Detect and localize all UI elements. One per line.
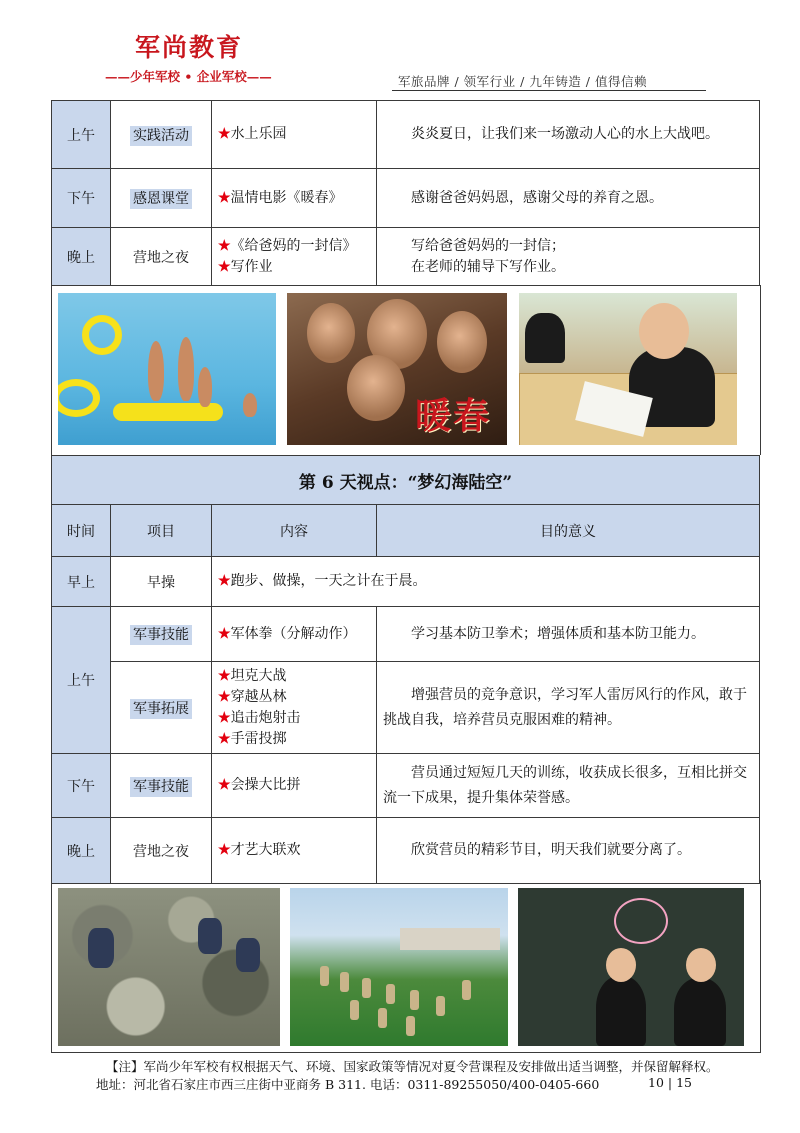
content-item: 会操大比拼 (230, 777, 301, 793)
camper-figure (462, 980, 471, 1000)
day6-schedule-table (51, 455, 760, 884)
water-park-photo (58, 293, 276, 445)
project-label: 军事拓展 (130, 699, 192, 719)
star-icon: ★ (218, 777, 231, 793)
building (400, 928, 500, 950)
project-cell: 营地之夜 (111, 818, 212, 884)
content-cell (212, 228, 377, 286)
student-figure (525, 313, 565, 363)
project-cell (111, 754, 212, 818)
camouflage-crawl-photo (58, 888, 280, 1046)
camper-figure (362, 978, 371, 998)
column-header: 项目 (111, 505, 212, 557)
camper-figure (340, 972, 349, 992)
project-cell: 营地之夜 (111, 228, 212, 286)
header-slogan: 军旅品牌 / 领军行业 / 九年铸造 / 值得信赖 (398, 74, 647, 89)
camper-figure (378, 1008, 387, 1028)
camper-figure (406, 1016, 415, 1036)
brand-subtitle: ——少年军校 • 企业军校—— (105, 69, 272, 84)
table-row (52, 169, 760, 228)
camper-figure (198, 918, 222, 954)
table-row (52, 754, 760, 818)
content-cell (212, 169, 377, 228)
girl-face (347, 355, 405, 421)
table-row (52, 101, 760, 169)
footer-note: 【注】军尚少年军校有权根据天气、环境、国家政策等情况对夏令营课程及安排做出适当调整，并保留解释权。 (106, 1059, 719, 1074)
project-label: 感恩课堂 (130, 189, 192, 209)
star-icon: ★ (218, 730, 231, 747)
content-cell (212, 557, 760, 607)
project-cell (111, 607, 212, 662)
content-cell (212, 818, 377, 884)
student-face (639, 303, 689, 359)
camper-figure (410, 990, 419, 1010)
project-cell (111, 662, 212, 754)
footer-address: 地址：河北省石家庄市西三庄街中亚商务 B 311. 电话：0311-89255050/400-0405-660 (96, 1077, 600, 1092)
swimmer-figure (178, 337, 194, 401)
singer-face (686, 948, 716, 982)
column-header: 时间 (52, 505, 111, 557)
day5-schedule-table (51, 100, 760, 286)
star-icon: ★ (218, 189, 231, 206)
actor-face (437, 311, 487, 373)
content-cell (212, 754, 377, 818)
content-item: 写作业 (230, 258, 273, 275)
purpose-cell (377, 228, 760, 286)
movie-poster-photo (287, 293, 507, 445)
table-row (52, 557, 760, 607)
time-cell: 上午 (52, 607, 111, 754)
star-icon: ★ (218, 258, 231, 275)
camper-figure (350, 1000, 359, 1020)
camper-figure (436, 996, 445, 1016)
swim-ring-icon (58, 379, 100, 417)
purpose-cell: 增强营员的竞争意识，学习军人雷厉风行的作风，敢于挑战自我，培养营员克服困难的精神。 (377, 662, 760, 754)
header-divider (392, 90, 706, 91)
table-row (52, 818, 760, 884)
project-cell (111, 169, 212, 228)
content-item: 跑步、做操，一天之计在于晨。 (230, 573, 427, 589)
star-icon: ★ (218, 237, 231, 254)
swimmer-figure (198, 367, 212, 407)
singer-figure (596, 976, 646, 1046)
project-label: 军事技能 (130, 777, 192, 797)
project-label: 军事技能 (130, 625, 192, 645)
column-header: 目的意义 (377, 505, 760, 557)
camper-figure (320, 966, 329, 986)
content-item: 追击炮射击 (230, 709, 301, 726)
camper-figure (236, 938, 260, 972)
photo-strip-top (51, 285, 761, 455)
table-row (52, 228, 760, 286)
content-item: 手雷投掷 (230, 730, 287, 747)
content-item: 坦克大战 (230, 667, 287, 684)
content-cell (212, 662, 377, 754)
content-item: 才艺大联欢 (230, 842, 301, 858)
page-number: 10 | 15 (648, 1075, 692, 1090)
table-row (52, 456, 760, 505)
swimmer-figure (243, 393, 257, 417)
time-cell: 下午 (52, 169, 111, 228)
content-item: 《给爸妈的一封信》 (230, 237, 357, 254)
drill-competition-photo (290, 888, 508, 1046)
camper-figure (386, 984, 395, 1004)
content-cell (212, 101, 377, 169)
purpose-cell: 欣赏营员的精彩节目，明天我们就要分离了。 (377, 818, 760, 884)
table-row (52, 662, 760, 754)
brand-logo-text: 军尚教育 (135, 33, 244, 62)
star-icon: ★ (218, 573, 231, 589)
project-label: 实践活动 (130, 126, 192, 146)
time-cell: 下午 (52, 754, 111, 818)
star-icon: ★ (218, 126, 231, 142)
star-icon: ★ (218, 709, 231, 726)
purpose-cell: 炎炎夏日，让我们来一场激动人心的水上大战吧。 (377, 101, 760, 169)
actor-face (307, 303, 355, 363)
content-item: 穿越丛林 (230, 688, 287, 705)
talent-show-photo (518, 888, 744, 1046)
time-cell: 上午 (52, 101, 111, 169)
purpose-cell: 感谢爸爸妈妈恩，感谢父母的养育之恩。 (377, 169, 760, 228)
content-item: 军体拳（分解动作） (230, 625, 357, 642)
purpose-cell: 学习基本防卫拳术；增强体质和基本防卫能力。 (377, 607, 760, 662)
project-cell (111, 101, 212, 169)
purpose-cell: 营员通过短短几天的训练，收获成长很多，互相比拼交流一下成果，提升集体荣誉感。 (377, 754, 760, 818)
star-icon: ★ (218, 842, 231, 858)
singer-face (606, 948, 636, 982)
photo-strip-bottom (51, 880, 761, 1053)
swimmer-figure (148, 341, 164, 401)
time-cell: 晚上 (52, 818, 111, 884)
poster-title: 暖春 (414, 395, 491, 437)
time-cell: 早上 (52, 557, 111, 607)
star-icon: ★ (218, 688, 231, 705)
project-cell: 早操 (111, 557, 212, 607)
column-header: 内容 (212, 505, 377, 557)
camper-figure (88, 928, 114, 968)
purpose-line: 写给爸爸妈妈的一封信； (411, 237, 565, 254)
chalk-heart-drawing (614, 898, 668, 944)
day-title: 第 6 天视点：“梦幻海陆空” (52, 456, 760, 505)
time-cell: 晚上 (52, 228, 111, 286)
star-icon: ★ (218, 667, 231, 684)
content-cell (212, 607, 377, 662)
content-item: 温情电影《暖春》 (230, 189, 343, 206)
classroom-writing-photo (519, 293, 737, 445)
content-item: 水上乐园 (230, 126, 287, 142)
singer-figure (674, 978, 726, 1046)
table-header-row (52, 505, 760, 557)
table-row (52, 607, 760, 662)
swim-ring-icon (82, 315, 122, 355)
star-icon: ★ (218, 625, 231, 642)
purpose-line: 在老师的辅导下写作业。 (411, 258, 565, 275)
